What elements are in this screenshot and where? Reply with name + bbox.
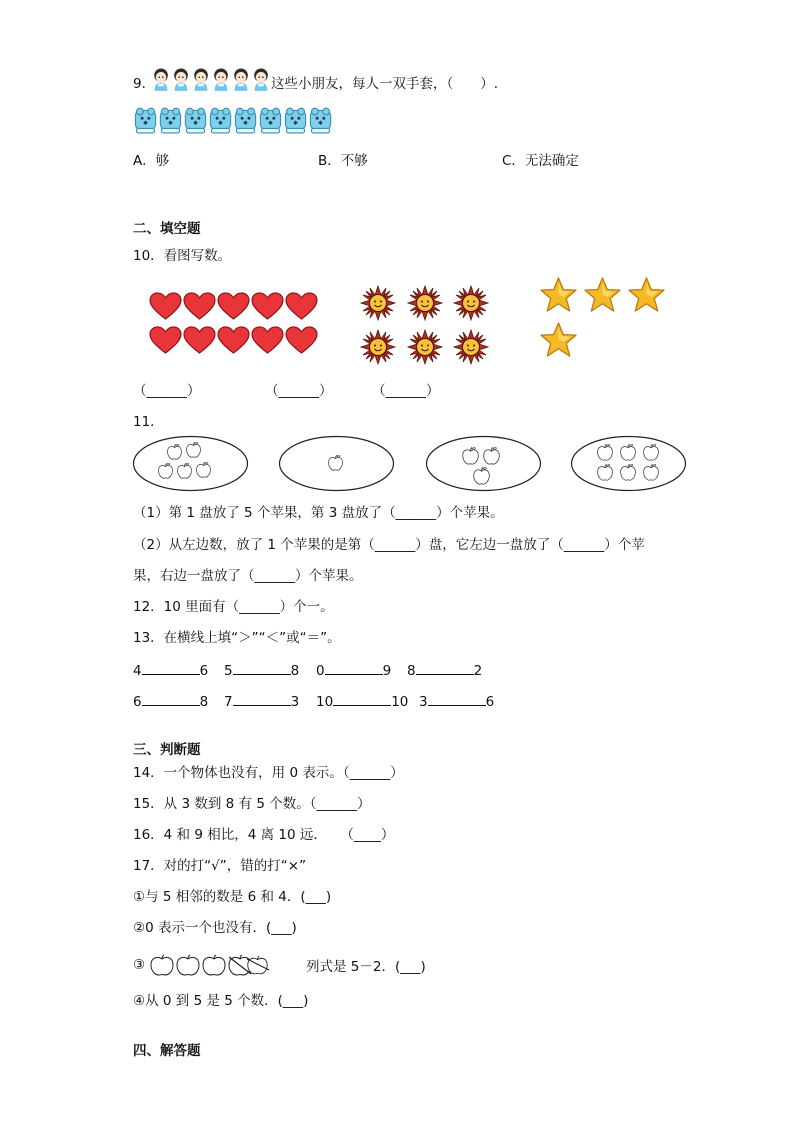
q13-blank[interactable] [142, 691, 200, 706]
q13-left: 0 [316, 663, 325, 679]
q10-blank-suns[interactable]: （______） [265, 383, 333, 399]
q17-item4: ④从 0 到 5 是 5 个数．(___) [133, 993, 309, 1009]
q9-option-c[interactable]: C．无法确定 [502, 153, 579, 169]
q17-item2: ②0 表示一个也没有．(___) [133, 920, 297, 936]
q17-item3-suffix: 列式是 5－2．(___) [306, 959, 426, 975]
q13-left: 4 [133, 663, 142, 679]
section-title-solve: 四、解答题 [133, 1043, 201, 1059]
q17-text: 17．对的打“√”，错的打“×” [133, 858, 307, 874]
q13-text: 13．在横线上填“＞”“＜”或“＝”。 [133, 630, 341, 646]
q13-left: 3 [419, 694, 428, 710]
section-title-true-false: 三、判断题 [133, 742, 201, 758]
q13-blank[interactable] [325, 660, 383, 675]
q13-row2-item2[interactable] [224, 691, 299, 710]
section-title-fill-blank: 二、填空题 [133, 221, 201, 237]
q10-text: 10．看图写数。 [133, 248, 232, 264]
glove-pair-icon [133, 107, 333, 134]
q11-number: 11． [133, 414, 164, 430]
q13-blank[interactable] [428, 691, 486, 706]
q17-item3-prefix: ③ [133, 957, 146, 973]
q13-blank[interactable] [333, 691, 391, 706]
q13-right: 6 [199, 663, 209, 679]
q13-right: 3 [290, 694, 300, 710]
q10-blank-stars[interactable]: （______） [372, 383, 440, 399]
q13-left: 10 [316, 694, 334, 710]
q13-left: 7 [224, 694, 233, 710]
q13-right: 8 [290, 663, 300, 679]
q13-row1-item1[interactable] [133, 660, 208, 679]
q13-row2-item4[interactable] [419, 691, 494, 710]
q13-row2-item3[interactable] [316, 691, 408, 710]
q11-part2-line2: 果，右边一盘放了（______）个苹果。 [133, 568, 363, 584]
q13-row1-item4[interactable] [407, 660, 482, 679]
q13-right: 6 [485, 694, 495, 710]
q13-row2-item1[interactable] [133, 691, 208, 710]
q13-left: 6 [133, 694, 142, 710]
q13-right: 8 [199, 694, 209, 710]
q13-blank[interactable] [233, 691, 291, 706]
q11-part2-line1: （2）从左边数，放了 1 个苹果的是第（______）盘，它左边一盘放了（______）个苹 [133, 537, 645, 553]
q13-blank[interactable] [233, 660, 291, 675]
q13-row1-item2[interactable] [224, 660, 299, 679]
q17-item3 [133, 955, 145, 975]
q13-blank[interactable] [142, 660, 200, 675]
q15-text: 15．从 3 数到 8 有 5 个数。（______） [133, 796, 371, 812]
q13-right: 9 [382, 663, 392, 679]
q9-option-b[interactable]: B．不够 [318, 153, 368, 169]
q9-option-a[interactable]: A．够 [133, 153, 170, 169]
q16-text: 16．4 和 9 相比，4 离 10 远． （____） [133, 827, 395, 843]
q13-left: 8 [407, 663, 416, 679]
q17-item1: ①与 5 相邻的数是 6 和 4．(___) [133, 889, 332, 905]
children-figures-icon [151, 67, 271, 91]
q13-right: 10 [391, 694, 409, 710]
q13-right: 2 [473, 663, 483, 679]
q9-text: 这些小朋友，每人一双手套，（ ）. [271, 76, 499, 92]
q14-text: 14．一个物体也没有，用 0 表示。（______） [133, 765, 404, 781]
q13-row1-item3[interactable] [316, 660, 391, 679]
q11-part1: （1）第 1 盘放了 5 个苹果，第 3 盘放了（______）个苹果。 [133, 505, 504, 521]
q10-blank-hearts[interactable]: （______） [133, 383, 201, 399]
q13-blank[interactable] [416, 660, 474, 675]
q13-left: 5 [224, 663, 233, 679]
q12-text: 12．10 里面有（______）个一。 [133, 599, 334, 615]
apple-outline-icon [149, 953, 269, 977]
q9-number: 9． [133, 76, 156, 92]
